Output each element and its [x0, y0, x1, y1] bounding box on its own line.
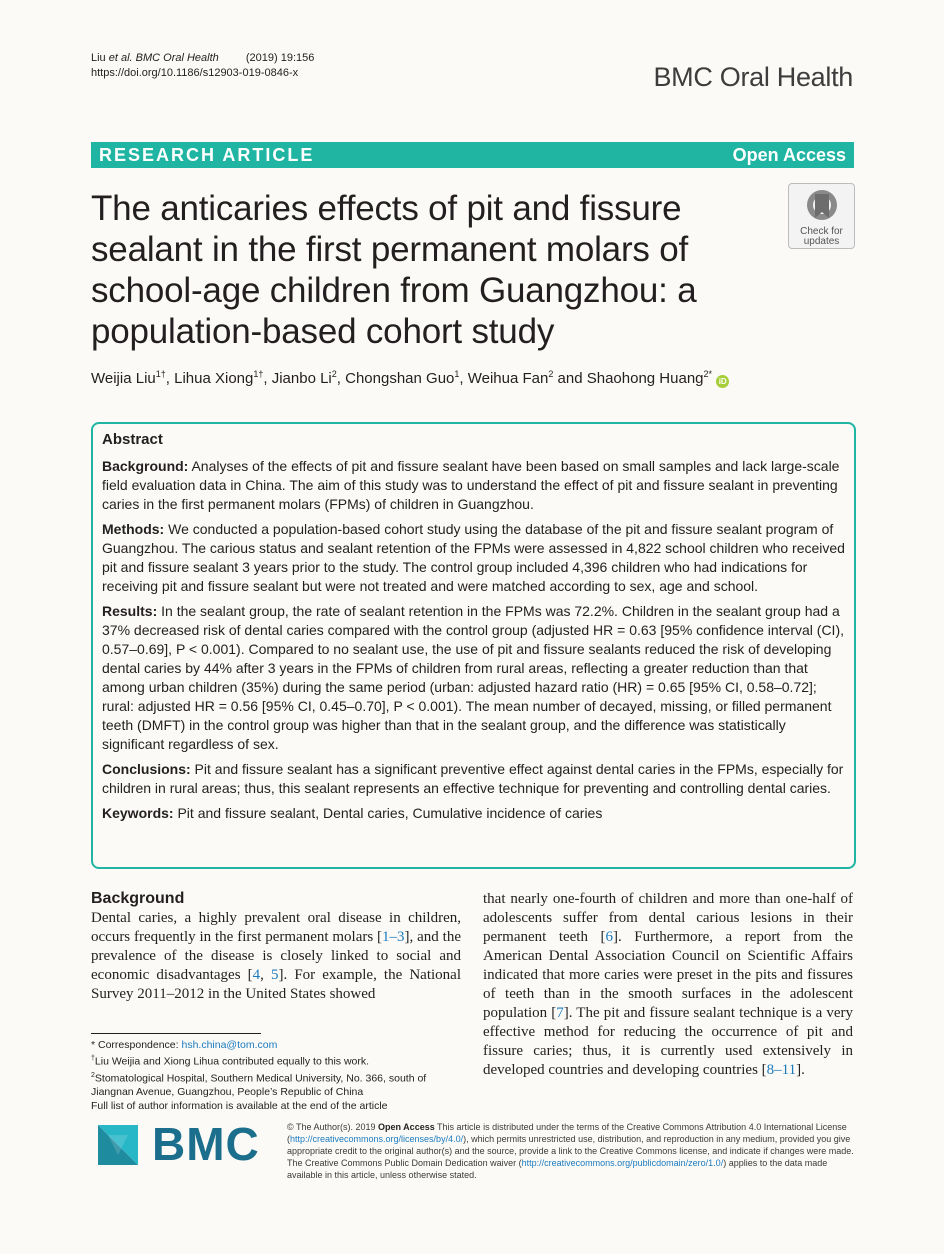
author-affiliation: 2 — [548, 369, 554, 379]
citation-journal: et al. BMC Oral Health — [108, 52, 219, 64]
title-line: population-based cohort study — [91, 312, 555, 351]
abstract-keywords — [102, 804, 847, 823]
reference-link[interactable]: 6 — [605, 929, 613, 945]
affiliation-note — [91, 1069, 461, 1100]
body-text: ]. For example, the National Survey 2011–2012 in the United States showed — [91, 967, 462, 1002]
section-text: Pit and fissure sealant, Dental caries, Cumulative incidence of caries — [173, 805, 603, 821]
author-name: Jianbo Li — [271, 370, 332, 387]
license-statement — [287, 1121, 854, 1181]
author-affiliation: 2 — [331, 369, 337, 379]
article-type: RESEARCH ARTICLE — [99, 145, 315, 165]
abstract-methods — [102, 520, 847, 596]
article-title — [91, 188, 751, 352]
author-list — [91, 369, 729, 388]
title-line: The anticaries effects of pit and fissure — [91, 189, 682, 228]
section-text: Pit and fissure sealant has a significant preventive effect against dental caries in the FPMs, especially for children in rural areas; thus, this sealant represents an effective technique for preventing and controlling dental caries. — [102, 761, 844, 796]
section-label: Methods: — [102, 521, 165, 537]
correspondence — [91, 1038, 461, 1052]
section-label: Results: — [102, 603, 158, 619]
equal-contribution-note — [91, 1052, 461, 1069]
body-text: ]. The pit and fissure sealant technique is a very effective method for reducing the occurrence of pit and fissure caries; thus, it is currently used extensively in developed countries and developing countries [ — [483, 1005, 854, 1078]
full-author-info-note: Full list of author information is available at the end of the article — [91, 1100, 388, 1112]
footnote-marker: 2 — [91, 1071, 95, 1079]
journal-name: BMC Oral Health — [653, 62, 853, 92]
correspondence-label: * Correspondence: — [91, 1039, 182, 1051]
correspondence-email-link[interactable]: hsh.china@tom.com — [181, 1039, 278, 1051]
author-affiliation: 2* — [703, 369, 713, 379]
author-affiliation: 1† — [155, 369, 166, 379]
author-separator: , — [459, 370, 468, 387]
bmc-logo-text: BMC — [152, 1118, 260, 1170]
orcid-icon[interactable]: iD — [716, 375, 729, 388]
section-label: Keywords: — [102, 805, 174, 821]
author-separator: , — [336, 370, 346, 387]
license-link[interactable]: http://creativecommons.org/licenses/by/4.0/ — [290, 1134, 464, 1144]
license-text: This article is distributed under the terms of the Creative Commons Attribution 4.0 International License ( — [287, 1122, 847, 1144]
abstract-conclusions — [102, 760, 847, 798]
citation-year: (2019) 19:156 — [245, 52, 315, 64]
body-text: , — [260, 967, 271, 983]
author-name: Weihua Fan — [467, 370, 549, 387]
reference-link[interactable]: 4 — [252, 967, 261, 983]
article-type-banner — [91, 142, 854, 168]
abstract-heading: Abstract — [102, 431, 163, 448]
license-text: ) applies to the data made available in this article, unless otherwise stated. — [287, 1158, 828, 1180]
reference-link[interactable]: 8–11 — [766, 1062, 797, 1078]
abstract-results — [102, 602, 847, 754]
author-separator: and — [553, 370, 587, 387]
reference-link[interactable]: 1–3 — [382, 929, 405, 945]
author-affiliation: 1 — [454, 369, 460, 379]
footnote-marker: † — [91, 1055, 95, 1062]
footnote-text: Liu Weijia and Xiong Lihua contributed equally to this work. — [94, 1055, 370, 1068]
footnote-text: Stomatological Hospital, Southern Medical University, No. 366, south of Jiangnan Avenue, Guangzhou, People’s Republic of China — [91, 1072, 427, 1098]
section-text: We conducted a population-based cohort study using the database of the pit and fissure sealant program of Guangzhou. The carious status and sealant retention of the FPMs were assessed in 4,822 school children who received pit and fissure sealant 3 years prior to the study. The control group included 4,396 children who had indications for receiving pit and fissure sealant but were not treated and were matched according to sex, age and school. — [102, 521, 845, 594]
body-text: ]. — [796, 1062, 805, 1078]
footnote-divider — [91, 1033, 261, 1034]
bmc-logo — [94, 1117, 264, 1174]
section-heading-background: Background — [91, 890, 185, 907]
author-separator: , — [263, 370, 272, 387]
license-text: ), which permits unrestricted use, distribution, and reproduction in any medium, provided you give appropriate credit to the original author(s) and the source, provide a link to the Creative Commons license, and indicate if changes were made. The Creative Commons Public Domain Dedication waiver ( — [287, 1134, 854, 1168]
body-text: that nearly one-fourth of children and more than one-half of adolescents suffer from dental carious lesions in their permanent teeth [ — [483, 891, 853, 945]
section-label: Background: — [102, 458, 189, 474]
citation-authors: Liu — [91, 52, 109, 64]
author-name: Shaohong Huang — [586, 370, 704, 387]
author-separator: , — [165, 370, 175, 387]
citation-line — [91, 51, 314, 65]
license-link[interactable]: http://creativecommons.org/publicdomain/zero/1.0/ — [521, 1158, 724, 1168]
check-updates-icon — [805, 188, 839, 222]
reference-link[interactable]: 5 — [271, 967, 279, 983]
body-text: ], and the prevalence of the disease is closely linked to social and economic disadvantages [ — [91, 929, 461, 983]
author-name: Lihua Xiong — [174, 370, 254, 387]
doi-link[interactable]: https://doi.org/10.1186/s12903-019-0846-x — [91, 67, 299, 79]
section-text: Analyses of the effects of pit and fissure sealant have been based on small samples and lack large-scale field evaluation data in China. The aim of this study was to understand the effect of pit and fissure sealant in preventing caries in the first permanent molars (FPMs) of children in Guangzhou. — [102, 458, 840, 512]
footnotes — [91, 1038, 461, 1113]
author-affiliation: 1† — [253, 369, 264, 379]
section-text: In the sealant group, the rate of sealant retention in the FPMs was 72.2%. Children in the sealant group had a 37% decreased risk of dental caries compared with the control group (adjusted HR = 0.63 [95% confidence interval (CI), 0.57–0.69], P < 0.001). Compared to no sealant use, the use of pit and fissure sealants reduced the risk of developing dental caries by 44% after 3 years in the FPMs of children from rural areas, reflecting a greater reduction than that among urban children (35%) during the same period (urban: adjusted hazard ratio (HR) = 0.65 [95% CI, 0.58–0.72]; rural: adjusted HR = 0.56 [95% CI, 0.45–0.70], P < 0.001). The mean number of decayed, missing, or filled permanent teeth (DMFT) in the control group was higher than that in the sealant group, and the difference was statistically significant regardless of sex. — [102, 603, 844, 752]
check-updates-label: updates — [803, 236, 840, 247]
check-updates-label: Check for — [800, 226, 843, 237]
open-access-label: Open Access — [732, 145, 846, 165]
section-label: Conclusions: — [102, 761, 191, 777]
title-line: sealant in the first permanent molars of — [91, 230, 689, 269]
license-open-access: Open Access — [378, 1122, 435, 1132]
title-line: school-age children from Guangzhou: a — [91, 271, 697, 310]
reference-link[interactable]: 7 — [556, 1005, 564, 1021]
author-name: Chongshan Guo — [345, 370, 455, 387]
check-for-updates-button[interactable] — [788, 183, 855, 249]
license-text: © The Author(s). 2019 — [287, 1122, 379, 1132]
body-column-right — [483, 890, 853, 1080]
body-column-left — [91, 909, 461, 1004]
body-text: ]. Furthermore, a report from the American Dental Association Council on Scientific Affairs indicated that more caries were preset in the pits and fissures of teeth than in the smooth surfaces in the adolescent population [ — [483, 929, 853, 1021]
abstract-background — [102, 457, 847, 514]
abstract-box — [91, 422, 856, 869]
body-text: Dental caries, a highly prevalent oral disease in children, occurs frequently in the first permanent molars [ — [91, 910, 461, 945]
author-name: Weijia Liu — [91, 370, 156, 387]
